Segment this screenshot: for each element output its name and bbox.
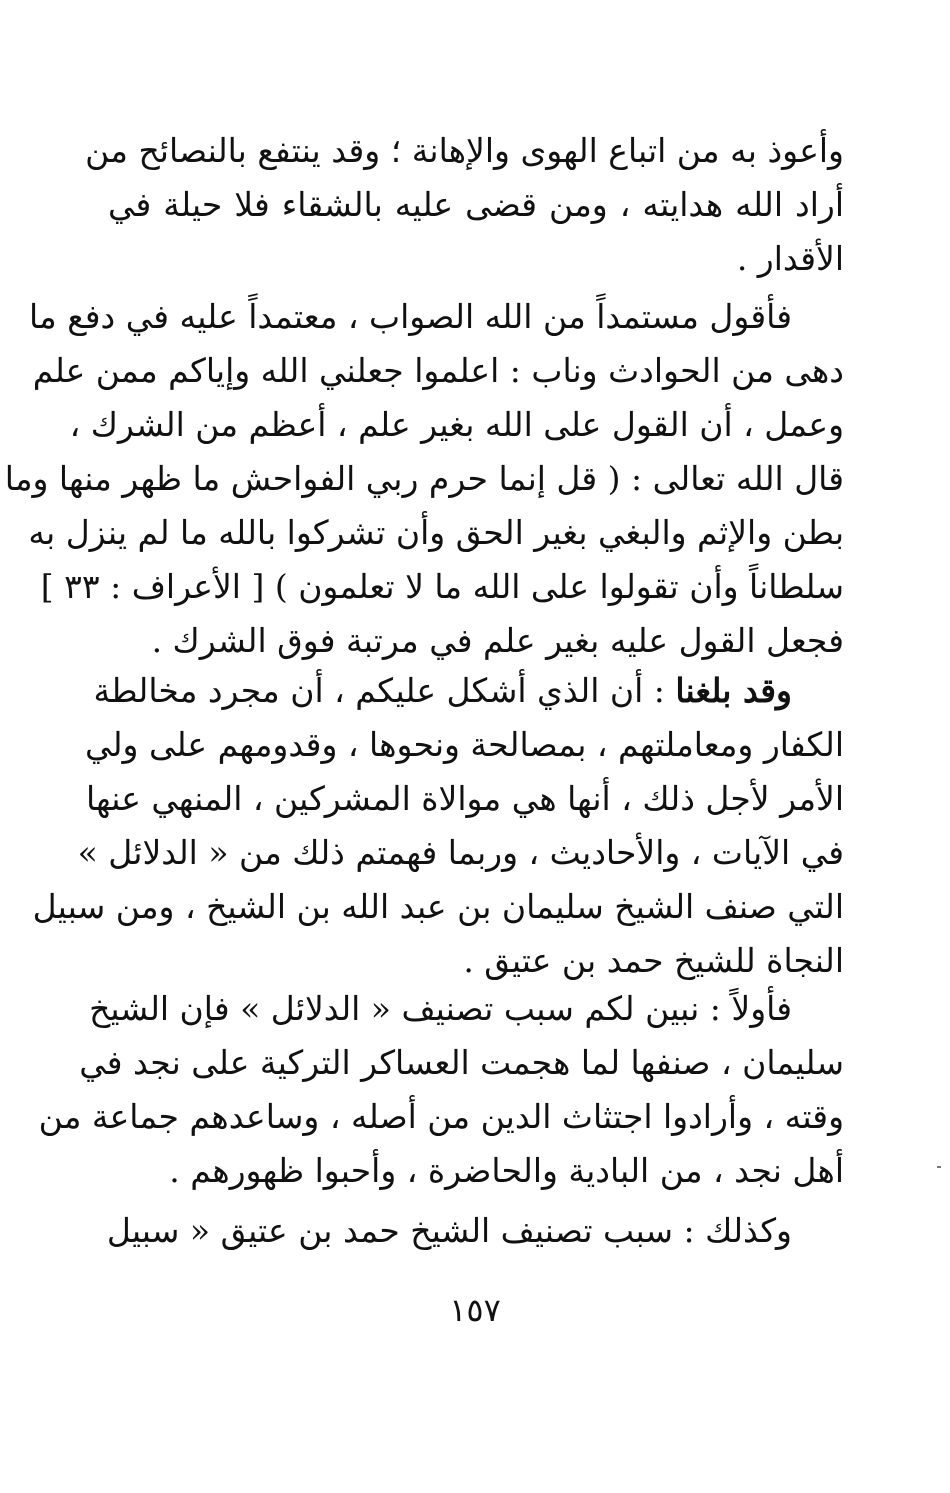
paragraph-line: دهى من الحوادث وناب : اعلموا جعلني الله وإياكم ممن علم [32, 351, 844, 390]
paragraph-line: فجعل القول عليه بغير علم في مرتبة فوق الشرك . [151, 621, 844, 660]
paragraph-5 [108, 1204, 844, 1258]
paragraph-line-rest: : أن الذي أشكل عليكم ، أن مجرد مخالطة [93, 671, 665, 710]
paragraph-line: الأمر لأجل ذلك ، أنها هي موالاة المشركين ، المنهي عنها [85, 779, 844, 818]
paragraph-line [93, 664, 844, 718]
paragraph-3 [32, 664, 844, 988]
page-number: ١٥٧ [449, 1291, 501, 1329]
paragraph-line: سليمان ، صنفها لما هجمت العساكر التركية على نجد في [79, 1043, 844, 1082]
paragraph-line: في الآيات ، والأحاديث ، وربما فهمتم ذلك من « الدلائل » [77, 833, 844, 872]
paragraph-line: سلطاناً وأن تقولوا على الله ما لا تعلمون ) [ الأعراف : ٣٣ ] [40, 567, 844, 606]
paragraph-line: التي صنف الشيخ سليمان بن عبد الله بن الشيخ ، ومن سبيل [32, 887, 844, 926]
paragraph-1 [85, 124, 844, 286]
paragraph-line: وقته ، وأرادوا اجتثاث الدين من أصله ، وساعدهم جماعة من [38, 1097, 844, 1136]
paragraph-lead-bold: وقد بلغنا [675, 671, 792, 710]
paragraph-line: وكذلك : سبب تصنيف الشيخ حمد بن عتيق « سبيل [106, 1211, 792, 1250]
paragraph-line: الكفار ومعاملتهم ، بمصالحة ونحوها ، وقدومهم على ولي [84, 725, 844, 764]
paragraph-line: النجاة للشيخ حمد بن عتيق . [463, 941, 844, 980]
paragraph-line: فأولاً : نبين لكم سبب تصنيف « الدلائل » فإن الشيخ [89, 989, 792, 1028]
paragraph-line: وعمل ، أن القول على الله بغير علم ، أعظم من الشرك ، [69, 405, 844, 444]
paragraph-line: قال الله تعالى : ( قل إنما حرم ربي الفواحش ما ظهر منها وما [4, 459, 844, 498]
paragraph-line: بطن والإثم والبغي بغير الحق وأن تشركوا بالله ما لم ينزل به [28, 513, 844, 552]
paragraph-line: الأقدار . [736, 239, 844, 278]
paragraph-line: أراد الله هدايته ، ومن قضى عليه بالشقاء فلا حيلة في [108, 185, 844, 224]
paragraph-2 [4, 290, 844, 668]
paragraph-line: فأقول مستمداً من الله الصواب ، معتمداً عليه في دفع ما [28, 297, 792, 336]
paragraph-4 [38, 982, 844, 1198]
paragraph-line: أهل نجد ، من البادية والحاضرة ، وأحبوا ظهورهم . [169, 1151, 844, 1190]
paragraph-line: وأعوذ به من اتباع الهوى والإهانة ؛ وقد ينتفع بالنصائح من [85, 131, 844, 170]
margin-speck [937, 1166, 941, 1168]
